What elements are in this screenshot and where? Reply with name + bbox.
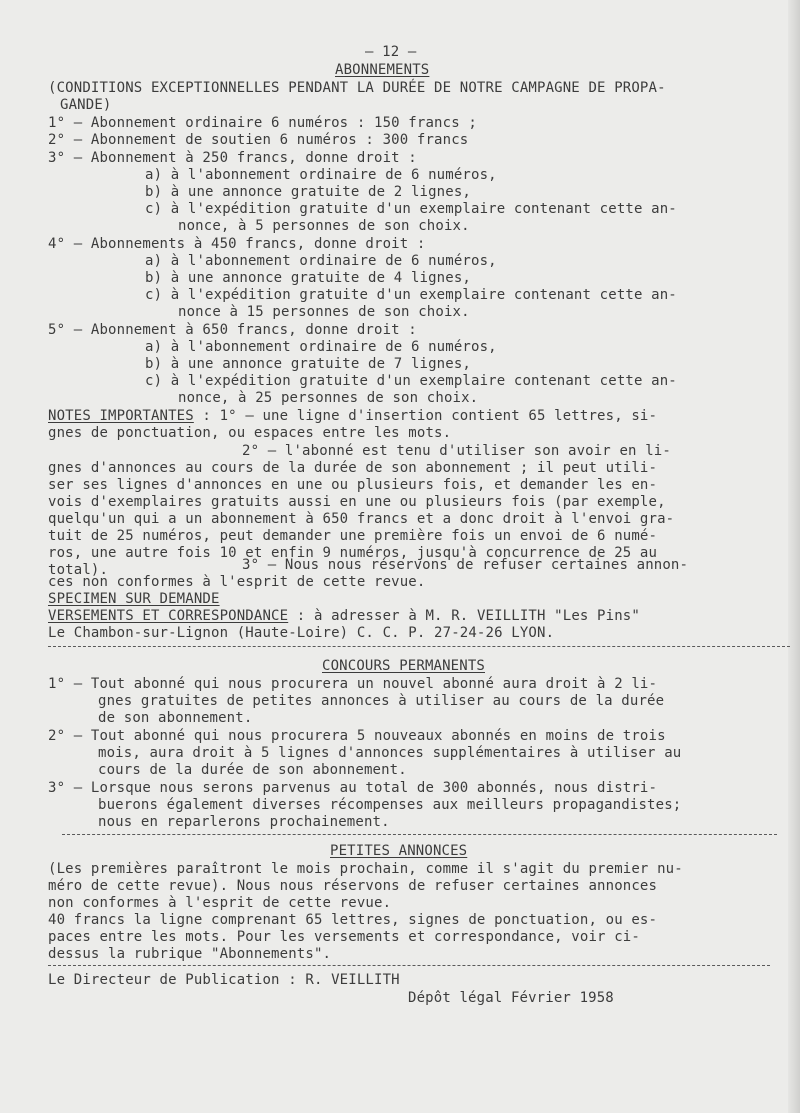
abonnement-item-3-c-line-1: c) à l'expédition gratuite d'un exemplaire contenant cette an- <box>145 201 677 217</box>
concours-item-1-line-1: 1° – Tout abonné qui nous procurera un nouvel abonné aura droit à 2 li- <box>48 676 658 692</box>
abonnement-item-3: 3° – Abonnement à 250 francs, donne droit : <box>48 150 417 166</box>
concours-item-2-line-2: mois, aura droit à 5 lignes d'annonces supplémentaires à utiliser au <box>98 745 682 761</box>
abonnement-item-3-b: b) à une annonce gratuite de 2 lignes, <box>145 184 471 200</box>
abonnement-item-3-c-line-2: nonce, à 5 personnes de son choix. <box>178 218 470 234</box>
versements-line-1 <box>48 608 640 624</box>
concours-item-3-line-2: buerons également diverses récompenses aux meilleurs propagandistes; <box>98 797 682 813</box>
petites-annonces-line-6: dessus la rubrique "Abonnements". <box>48 946 332 962</box>
versements-line-2: Le Chambon-sur-Lignon (Haute-Loire) C. C. P. 27-24-26 LYON. <box>48 625 555 641</box>
abonnements-title: ABONNEMENTS <box>335 62 430 78</box>
abonnement-item-3-a: a) à l'abonnement ordinaire de 6 numéros, <box>145 167 497 183</box>
abonnement-item-5-c-line-1: c) à l'expédition gratuite d'un exemplaire contenant cette an- <box>145 373 677 389</box>
section-divider-3 <box>48 965 770 966</box>
concours-title: CONCOURS PERMANENTS <box>322 658 485 674</box>
abonnement-item-4-a: a) à l'abonnement ordinaire de 6 numéros, <box>145 253 497 269</box>
footer-depot-legal: Dépôt légal Février 1958 <box>408 990 614 1006</box>
abonnement-item-5-c-line-2: nonce, à 25 personnes de son choix. <box>178 390 479 406</box>
section-divider-2 <box>62 834 777 835</box>
versements-label: VERSEMENTS ET CORRESPONDANCE <box>48 608 289 624</box>
notes-note-1-text: : 1° – une ligne d'insertion contient 65 lettres, si- <box>193 408 658 424</box>
petites-annonces-title: PETITES ANNONCES <box>330 843 468 859</box>
footer-directeur: Le Directeur de Publication : R. VEILLITH <box>48 972 400 988</box>
petites-annonces-line-3: non conformes à l'esprit de cette revue. <box>48 895 392 911</box>
concours-item-3-line-1: 3° – Lorsque nous serons parvenus au total de 300 abonnés, nous distri- <box>48 780 658 796</box>
notes-note-2-line-1: 2° – l'abonné est tenu d'utiliser son avoir en li- <box>242 443 671 459</box>
petites-annonces-line-4: 40 francs la ligne comprenant 65 lettres, signes de ponctuation, ou es- <box>48 912 658 928</box>
abonnement-item-4: 4° – Abonnements à 450 francs, donne droit : <box>48 236 426 252</box>
abonnement-item-4-c-line-1: c) à l'expédition gratuite d'un exemplaire contenant cette an- <box>145 287 677 303</box>
abonnement-item-5: 5° – Abonnement à 650 francs, donne droit : <box>48 322 417 338</box>
notes-note-2-line-2: gnes d'annonces au cours de la durée de son abonnement ; il peut utili- <box>48 460 658 476</box>
abonnements-subtitle-line-2: GANDE) <box>60 97 112 113</box>
abonnement-item-5-b: b) à une annonce gratuite de 7 lignes, <box>145 356 471 372</box>
concours-item-3-line-3: nous en reparlerons prochainement. <box>98 814 390 830</box>
notes-note-1-line-2: gnes de ponctuation, ou espaces entre les mots. <box>48 425 452 441</box>
concours-item-2-line-3: cours de la durée de son abonnement. <box>98 762 407 778</box>
concours-item-1-line-3: de son abonnement. <box>98 710 253 726</box>
abonnement-item-1: 1° – Abonnement ordinaire 6 numéros : 150 francs ; <box>48 115 477 131</box>
section-divider-1 <box>48 646 790 647</box>
concours-item-2-line-1: 2° – Tout abonné qui nous procurera 5 nouveaux abonnés en moins de trois <box>48 728 666 744</box>
concours-item-1-line-2: gnes gratuites de petites annonces à utiliser au cours de la durée <box>98 693 665 709</box>
petites-annonces-line-5: paces entre les mots. Pour les versements et correspondance, voir ci- <box>48 929 640 945</box>
notes-note-3-line-1: 3° – Nous nous réservons de refuser certaines annon- <box>242 557 689 573</box>
abonnement-item-4-b: b) à une annonce gratuite de 4 lignes, <box>145 270 471 286</box>
notes-label: NOTES IMPORTANTES <box>48 408 194 424</box>
notes-line-1 <box>48 408 657 424</box>
specimen-notice: SPECIMEN SUR DEMANDE <box>48 591 220 607</box>
petites-annonces-line-1: (Les premières paraîtront le mois prochain, comme il s'agit du premier nu- <box>48 861 683 877</box>
notes-note-2-line-8: total). <box>48 562 109 578</box>
notes-note-2-line-6: tuit de 25 numéros, peut demander une première fois un envoi de 6 numé- <box>48 528 658 544</box>
notes-note-2-line-3: ser ses lignes d'annonces en une ou plusieurs fois, et demander les en- <box>48 477 658 493</box>
abonnement-item-4-c-line-2: nonce à 15 personnes de son choix. <box>178 304 470 320</box>
page-edge-shadow <box>788 0 800 1113</box>
notes-note-2-line-7: ros, une autre fois 10 et enfin 9 numéros, jusqu'à concurrence de 25 au <box>48 545 658 561</box>
abonnements-subtitle-line-1: (CONDITIONS EXCEPTIONNELLES PENDANT LA DURÉE DE NOTRE CAMPAGNE DE PROPA- <box>48 80 666 96</box>
abonnement-item-5-a: a) à l'abonnement ordinaire de 6 numéros, <box>145 339 497 355</box>
page-number: – 12 – <box>365 44 417 60</box>
notes-note-2-line-4: vois d'exemplaires gratuits aussi en une ou plusieurs fois (par exemple, <box>48 494 666 510</box>
abonnement-item-2: 2° – Abonnement de soutien 6 numéros : 300 francs <box>48 132 469 148</box>
versements-address: : à adresser à M. R. VEILLITH "Les Pins" <box>288 608 640 624</box>
notes-note-2-line-5: quelqu'un qui a un abonnement à 650 francs et a donc droit à l'envoi gra- <box>48 511 675 527</box>
notes-note-3-line-2: ces non conformes à l'esprit de cette revue. <box>48 574 426 590</box>
petites-annonces-line-2: méro de cette revue). Nous nous réservons de refuser certaines annonces <box>48 878 658 894</box>
